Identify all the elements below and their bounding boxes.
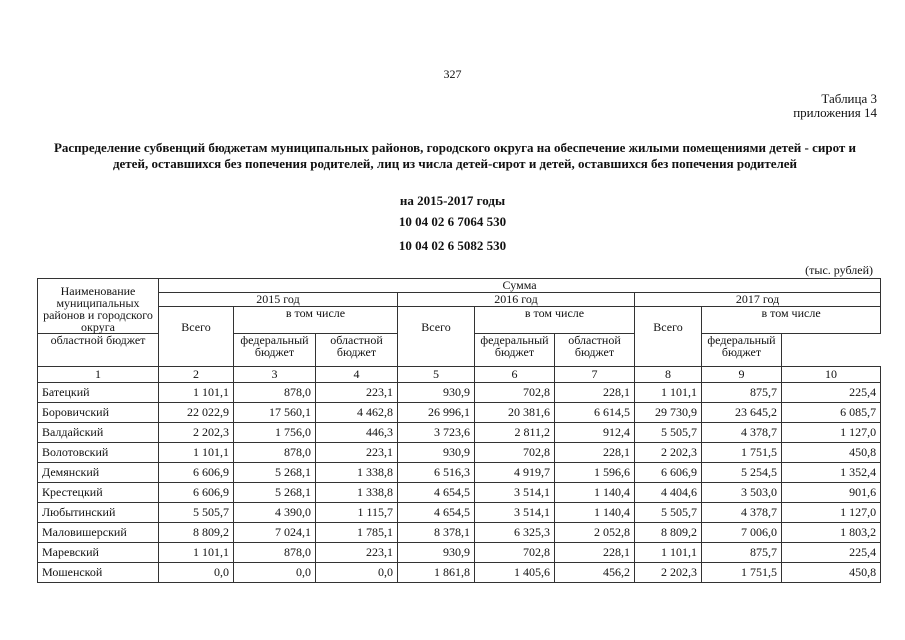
amount-cell: 0,0 <box>159 563 234 583</box>
amount-cell: 4 654,5 <box>398 483 475 503</box>
amount-cell: 930,9 <box>398 443 475 463</box>
table-row <box>38 443 881 463</box>
amount-cell: 2 202,3 <box>635 563 702 583</box>
amount-cell: 901,6 <box>782 483 881 503</box>
amount-cell: 225,4 <box>782 543 881 563</box>
header-name-column: Наименование муниципальных районов и городского округа <box>38 279 159 334</box>
amount-cell: 5 268,1 <box>234 463 316 483</box>
amount-cell: 878,0 <box>234 443 316 463</box>
amount-cell: 4 919,7 <box>475 463 555 483</box>
amount-cell: 7 024,1 <box>234 523 316 543</box>
table-row <box>38 463 881 483</box>
amount-cell: 878,0 <box>234 383 316 403</box>
budget-code-2: 10 04 02 6 5082 530 <box>398 238 507 253</box>
amount-cell: 2 202,3 <box>159 423 234 443</box>
amount-cell: 4 390,0 <box>234 503 316 523</box>
table-reference <box>793 92 877 120</box>
column-number: 2 <box>159 367 234 383</box>
amount-cell: 4 654,5 <box>398 503 475 523</box>
district-name-cell: Любытинский <box>38 503 159 523</box>
amount-cell: 1 861,8 <box>398 563 475 583</box>
header-year-2017: 2017 год <box>635 293 881 307</box>
amount-cell: 2 202,3 <box>635 443 702 463</box>
amount-cell: 4 378,7 <box>702 423 782 443</box>
amount-cell: 1 352,4 <box>782 463 881 483</box>
amount-cell: 1 405,6 <box>475 563 555 583</box>
amount-cell: 3 723,6 <box>398 423 475 443</box>
column-number-row <box>38 367 881 383</box>
amount-cell: 17 560,1 <box>234 403 316 423</box>
amount-cell: 1 140,4 <box>555 483 635 503</box>
district-name-cell: Маревский <box>38 543 159 563</box>
header-total-2016: Всего <box>398 307 475 367</box>
header-regional-2017: областной бюджет <box>555 334 635 367</box>
amount-cell: 6 325,3 <box>475 523 555 543</box>
column-number: 4 <box>316 367 398 383</box>
table-row <box>38 563 881 583</box>
table-reference-line1: Таблица 3 <box>821 91 877 106</box>
header-including-2016: в том числе <box>475 307 635 334</box>
header-total-2017: Всего <box>635 307 702 367</box>
amount-cell: 1 101,1 <box>635 543 702 563</box>
district-name-cell: Боровичский <box>38 403 159 423</box>
amount-cell: 7 006,0 <box>702 523 782 543</box>
header-year-2015: 2015 год <box>159 293 398 307</box>
amount-cell: 1 127,0 <box>782 423 881 443</box>
amount-cell: 1 785,1 <box>316 523 398 543</box>
amount-cell: 26 996,1 <box>398 403 475 423</box>
header-federal-2016: федеральный бюджет <box>475 334 555 367</box>
amount-cell: 8 809,2 <box>159 523 234 543</box>
table-header <box>38 279 881 367</box>
header-federal-2017: федеральный бюджет <box>702 334 782 367</box>
column-number: 6 <box>475 367 555 383</box>
amount-cell: 4 378,7 <box>702 503 782 523</box>
amount-cell: 3 514,1 <box>475 503 555 523</box>
amount-cell: 228,1 <box>555 443 635 463</box>
district-name-cell: Мошенской <box>38 563 159 583</box>
district-name-cell: Демянский <box>38 463 159 483</box>
column-number: 1 <box>38 367 159 383</box>
amount-cell: 1 127,0 <box>782 503 881 523</box>
amount-cell: 1 803,2 <box>782 523 881 543</box>
amount-cell: 6 606,9 <box>635 463 702 483</box>
amount-cell: 5 268,1 <box>234 483 316 503</box>
column-number: 9 <box>702 367 782 383</box>
header-year-2016: 2016 год <box>398 293 635 307</box>
table-row <box>38 523 881 543</box>
amount-cell: 1 338,8 <box>316 463 398 483</box>
amount-cell: 5 505,7 <box>635 423 702 443</box>
amount-cell: 8 378,1 <box>398 523 475 543</box>
amount-cell: 1 751,5 <box>702 443 782 463</box>
subvention-table <box>37 278 881 583</box>
amount-cell: 1 101,1 <box>159 543 234 563</box>
amount-cell: 1 338,8 <box>316 483 398 503</box>
table-row <box>38 403 881 423</box>
amount-cell: 6 614,5 <box>555 403 635 423</box>
amount-cell: 1 596,6 <box>555 463 635 483</box>
table-row <box>38 383 881 403</box>
header-total-2015: Всего <box>159 307 234 367</box>
table-body <box>38 383 881 583</box>
amount-cell: 2 811,2 <box>475 423 555 443</box>
amount-cell: 20 381,6 <box>475 403 555 423</box>
amount-cell: 878,0 <box>234 543 316 563</box>
amount-cell: 29 730,9 <box>635 403 702 423</box>
amount-cell: 228,1 <box>555 543 635 563</box>
amount-cell: 1 140,4 <box>555 503 635 523</box>
table-row <box>38 483 881 503</box>
district-name-cell: Волотовский <box>38 443 159 463</box>
amount-cell: 702,8 <box>475 543 555 563</box>
column-number: 10 <box>782 367 881 383</box>
amount-cell: 6 085,7 <box>782 403 881 423</box>
district-name-cell: Маловишерский <box>38 523 159 543</box>
district-name-cell: Валдайский <box>38 423 159 443</box>
amount-cell: 2 052,8 <box>555 523 635 543</box>
header-including-2017: в том числе <box>702 307 881 334</box>
amount-cell: 5 505,7 <box>159 503 234 523</box>
amount-cell: 4 462,8 <box>316 403 398 423</box>
amount-cell: 228,1 <box>555 383 635 403</box>
amount-cell: 6 606,9 <box>159 483 234 503</box>
table-row <box>38 503 881 523</box>
amount-cell: 223,1 <box>316 443 398 463</box>
amount-cell: 1 115,7 <box>316 503 398 523</box>
amount-cell: 5 254,5 <box>702 463 782 483</box>
amount-cell: 22 022,9 <box>159 403 234 423</box>
amount-cell: 930,9 <box>398 543 475 563</box>
amount-cell: 4 404,6 <box>635 483 702 503</box>
amount-cell: 456,2 <box>555 563 635 583</box>
amount-cell: 930,9 <box>398 383 475 403</box>
district-name-cell: Крестецкий <box>38 483 159 503</box>
amount-cell: 5 505,7 <box>635 503 702 523</box>
amount-cell: 702,8 <box>475 383 555 403</box>
header-regional-2015: областной бюджет <box>38 334 159 367</box>
column-number: 5 <box>398 367 475 383</box>
amount-cell: 0,0 <box>234 563 316 583</box>
amount-cell: 3 514,1 <box>475 483 555 503</box>
amount-cell: 1 751,5 <box>702 563 782 583</box>
header-including-2015: в том числе <box>234 307 398 334</box>
table-row <box>38 543 881 563</box>
amount-cell: 223,1 <box>316 383 398 403</box>
amount-cell: 23 645,2 <box>702 403 782 423</box>
budget-code-1: 10 04 02 6 7064 530 <box>398 214 507 229</box>
amount-cell: 6 516,3 <box>398 463 475 483</box>
table-reference-line2: приложения 14 <box>793 105 877 120</box>
amount-cell: 6 606,9 <box>159 463 234 483</box>
amount-cell: 225,4 <box>782 383 881 403</box>
header-sum: Сумма <box>159 279 881 293</box>
amount-cell: 223,1 <box>316 543 398 563</box>
amount-cell: 1 101,1 <box>635 383 702 403</box>
amount-cell: 3 503,0 <box>702 483 782 503</box>
units-note: (тыс. рублей) <box>805 263 873 277</box>
amount-cell: 0,0 <box>316 563 398 583</box>
table-row <box>38 423 881 443</box>
column-number: 3 <box>234 367 316 383</box>
header-regional-2016: областной бюджет <box>316 334 398 367</box>
page-number: 327 <box>443 67 462 81</box>
header-federal-2015: федеральный бюджет <box>234 334 316 367</box>
amount-cell: 450,8 <box>782 563 881 583</box>
amount-cell: 450,8 <box>782 443 881 463</box>
amount-cell: 1 101,1 <box>159 383 234 403</box>
document-title: Распределение субвенций бюджетам муниципальных районов, городского округа на обеспечение жилыми помещениями детей - сирот и детей, оставшихся без попечения родителей, лиц из числа детей-сирот и детей, оставшихся без попечения родителей <box>53 140 857 171</box>
column-number: 7 <box>555 367 635 383</box>
amount-cell: 8 809,2 <box>635 523 702 543</box>
period-subtitle: на 2015-2017 годы <box>399 193 506 208</box>
amount-cell: 1 756,0 <box>234 423 316 443</box>
amount-cell: 875,7 <box>702 543 782 563</box>
amount-cell: 446,3 <box>316 423 398 443</box>
district-name-cell: Батецкий <box>38 383 159 403</box>
amount-cell: 912,4 <box>555 423 635 443</box>
column-number: 8 <box>635 367 702 383</box>
amount-cell: 875,7 <box>702 383 782 403</box>
amount-cell: 1 101,1 <box>159 443 234 463</box>
amount-cell: 702,8 <box>475 443 555 463</box>
